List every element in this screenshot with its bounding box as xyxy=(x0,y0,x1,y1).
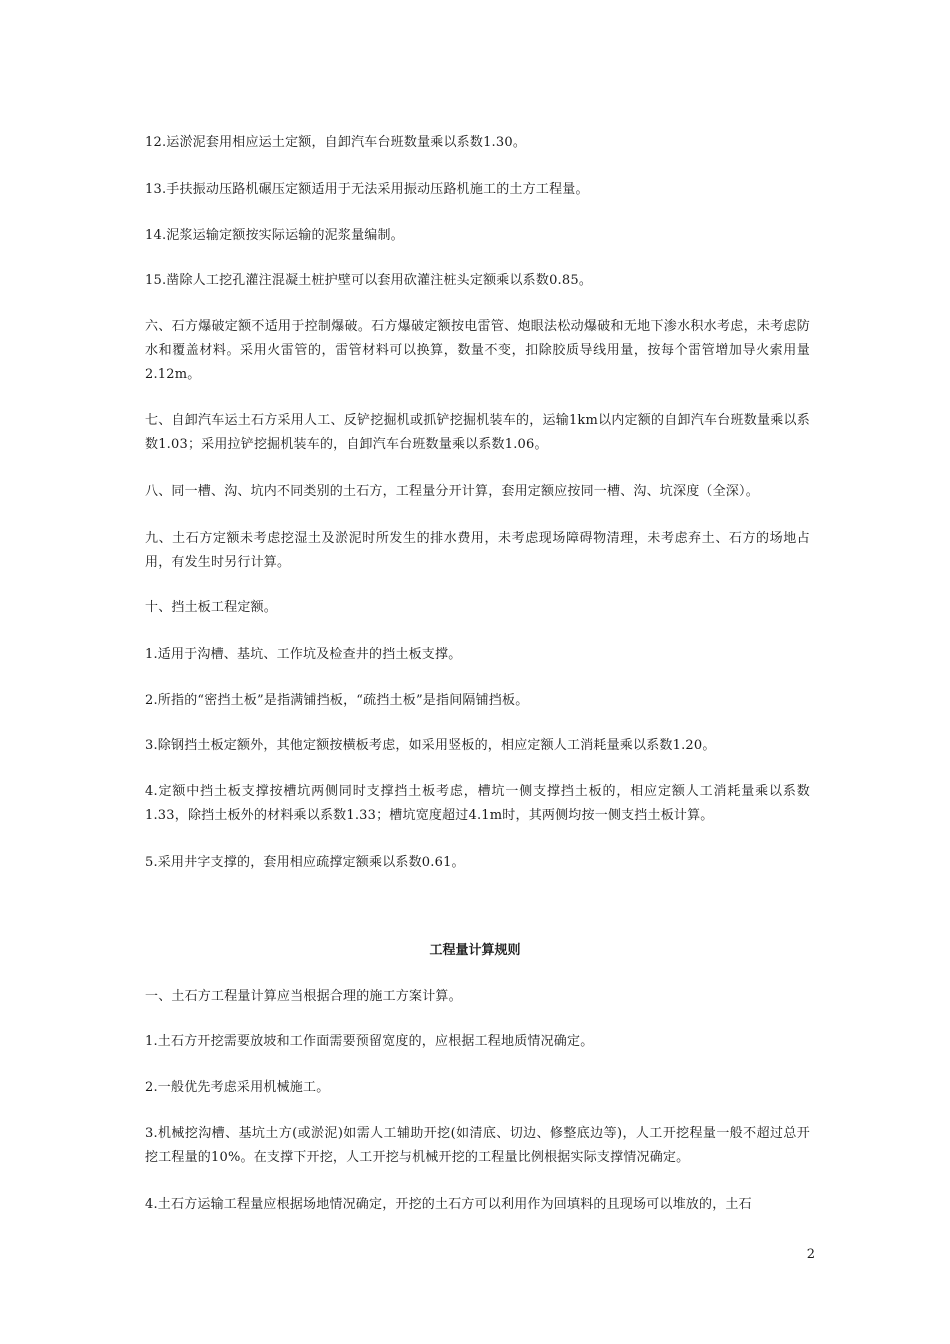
section-heading: 工程量计算规则 xyxy=(429,943,521,958)
paragraph: 八、同一槽、沟、坑内不同类别的土石方，工程量分开计算，套用定额应按同一槽、沟、坑深度（全深）。 xyxy=(145,484,759,499)
paragraph: 2.所指的“密挡土板”是指满铺挡板，“疏挡土板”是指间隔铺挡板。 xyxy=(145,693,529,708)
page-number: 2 xyxy=(806,1247,815,1262)
paragraph: 5.采用井字支撑的，套用相应疏撑定额乘以系数0.61。 xyxy=(145,855,465,870)
paragraph: 一、土石方工程量计算应当根据合理的施工方案计算。 xyxy=(145,989,462,1004)
paragraph: 2.一般优先考虑采用机械施工。 xyxy=(145,1080,330,1095)
paragraph: 12.运淤泥套用相应运土定额，自卸汽车台班数量乘以系数1.30。 xyxy=(145,135,527,150)
paragraph: 3.机械挖沟槽、基坑土方(或淤泥)如需人工辅助开挖(如清底、切边、修整底边等)，人工开挖程量一般不超过总开挖工程量的10%。在支撑下开挖，人工开挖与机械开挖的工程量比例根据实际支撑情况确定。 xyxy=(145,1126,810,1165)
paragraph: 13.手扶振动压路机碾压定额适用于无法采用振动压路机施工的土方工程量。 xyxy=(145,182,589,197)
paragraph: 十、挡土板工程定额。 xyxy=(145,600,278,615)
paragraph: 六、石方爆破定额不适用于控制爆破。石方爆破定额按电雷管、炮眼法松动爆破和无地下渗水积水考虑，未考虑防水和覆盖材料。采用火雷管的，雷管材料可以换算，数量不变，扣除胶质导线用量，按每个雷管增加导火索用量2.12m。 xyxy=(145,319,810,382)
paragraph: 1.适用于沟槽、基坑、工作坑及检查井的挡土板支撑。 xyxy=(145,647,462,662)
paragraph: 4.定额中挡土板支撑按槽坑两侧同时支撑挡土板考虑，槽坑一侧支撑挡土板的，相应定额人工消耗量乘以系数1.33，除挡土板外的材料乘以系数1.33；槽坑宽度超过4.1m时，其两侧均按一侧支挡土板计算。 xyxy=(145,784,810,823)
paragraph: 14.泥浆运输定额按实际运输的泥浆量编制。 xyxy=(145,228,404,243)
paragraph: 七、自卸汽车运土石方采用人工、反铲挖掘机或抓铲挖掘机装车的，运输1km以内定额的自卸汽车台班数量乘以系数1.03；采用拉铲挖掘机装车的，自卸汽车台班数量乘以系数1.06。 xyxy=(145,413,810,452)
paragraph: 1.土石方开挖需要放坡和工作面需要预留宽度的，应根据工程地质情况确定。 xyxy=(145,1034,594,1049)
paragraph: 3.除钢挡土板定额外，其他定额按横板考虑，如采用竖板的，相应定额人工消耗量乘以系数1.20。 xyxy=(145,738,716,753)
paragraph: 4.土石方运输工程量应根据场地情况确定，开挖的土石方可以利用作为回填料的且现场可以堆放的，土石 xyxy=(145,1197,752,1212)
paragraph: 15.凿除人工挖孔灌注混凝土桩护壁可以套用砍灌注桩头定额乘以系数0.85。 xyxy=(145,273,593,288)
paragraph: 九、土石方定额未考虑挖湿土及淤泥时所发生的排水费用，未考虑现场障碍物清理，未考虑弃土、石方的场地占用，有发生时另行计算。 xyxy=(145,531,810,570)
